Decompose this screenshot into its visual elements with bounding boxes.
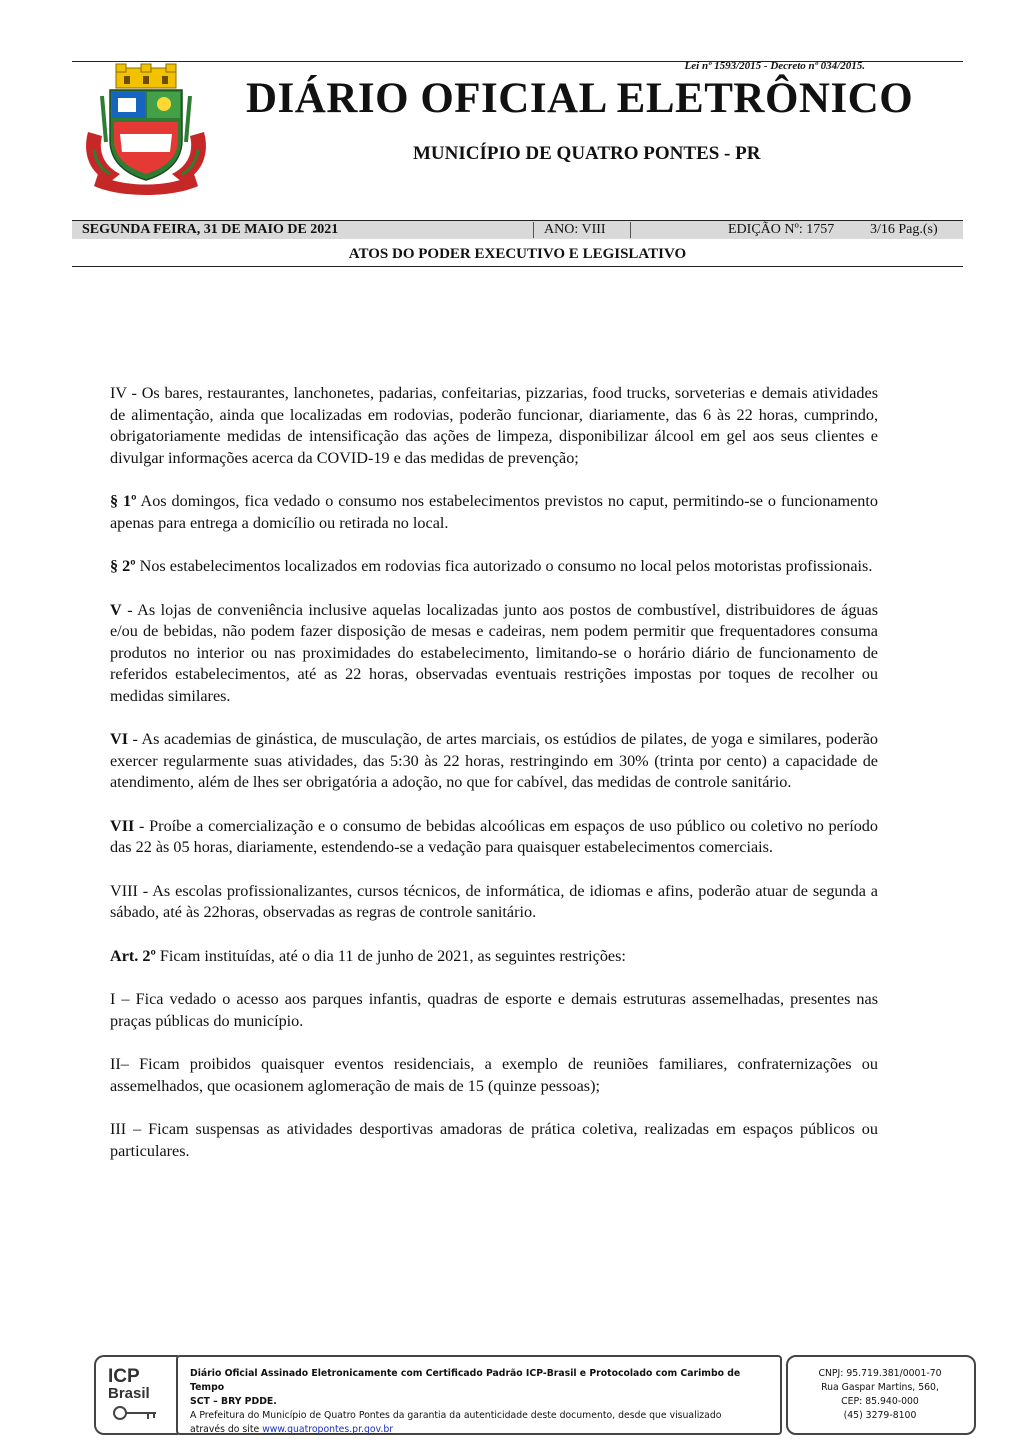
paragraph [110, 729, 878, 794]
authenticity-line [190, 1423, 770, 1437]
paragraph-text: - Proíbe a comercialização e o consumo de bebidas alcoólicas em espaços de uso público ou coletivo no período das 22 às 05 horas, diariamente, estendendo-se a vedação para quaisquer estabelecimentos comerciais. [110, 816, 878, 856]
paragraph [110, 946, 878, 968]
icp-logo-line: Brasil [108, 1385, 150, 1402]
paragraph [110, 491, 878, 534]
postal-code: CEP: 85.940-000 [841, 1396, 919, 1407]
paragraph-lead: § 2º [110, 557, 136, 575]
paragraph-text: Aos domingos, fica vedado o consumo nos estabelecimentos previstos no caput, permitindo-se o funcionamento apenas para entrega a domicílio ou retirada no local. [110, 492, 878, 532]
paragraph-lead: VI [110, 730, 128, 748]
municipality-subtitle: MUNICÍPIO DE QUATRO PONTES - PR [413, 143, 761, 164]
paragraph-text: VIII - As escolas profissionalizantes, cursos técnicos, de informática, de idiomas e afins, poderão atuar de segunda a sábado, até às 22horas, observadas as regras de controle sanitário. [110, 881, 878, 921]
paragraph-lead: § 1º [110, 492, 137, 510]
paragraph [110, 1119, 878, 1162]
signature-notice [190, 1367, 770, 1437]
contact-info [790, 1367, 970, 1423]
paragraph-text: - As lojas de conveniência inclusive aquelas localizadas junto aos postos de combustível, distribuidores de águas e/ou de bebidas, não podem fazer disposição de mesas e cadeiras, nem podem permitir que frequentadores consuma produtos no interior ou nas proximidades do estabelecimento, limitando-se o horário diário de funcionamento de referidos estabelecimentos, até as 22 horas, observadas eventuais restrições impostas por toques de recolher ou medidas similares. [110, 600, 878, 705]
issue-info-bar [72, 220, 963, 239]
key-icon [112, 1404, 160, 1422]
law-reference: Lei nº 1593/2015 - Decreto nº 034/2015. [684, 60, 865, 72]
section-rule [72, 266, 963, 267]
issue-year: ANO: VIII [544, 222, 606, 237]
authenticity-prefix: através do site [190, 1424, 263, 1435]
newspaper-title: DIÁRIO OFICIAL ELETRÔNICO [246, 75, 914, 122]
page-count: 3/16 Pag.(s) [870, 222, 938, 237]
authenticity-line: A Prefeitura do Município de Quatro Pontes da garantia da autenticidade deste documento, desde que visualizado [190, 1410, 722, 1421]
paragraph [110, 816, 878, 859]
paragraph [110, 881, 878, 924]
cnpj: CNPJ: 95.719.381/0001-70 [818, 1368, 942, 1379]
issue-date: SEGUNDA FEIRA, 31 DE MAIO DE 2021 [82, 222, 339, 237]
signature-line: SCT – BRY PDDE. [190, 1396, 277, 1407]
paragraph-text: III – Ficam suspensas as atividades desportivas amadoras de prática coletiva, realizadas em espaços públicos ou particulares. [110, 1120, 878, 1160]
paragraph-text: Ficam instituídas, até o dia 11 de junho de 2021, as seguintes restrições: [155, 946, 626, 965]
divider [630, 222, 631, 238]
paragraph [110, 556, 878, 578]
paragraph [110, 1054, 878, 1097]
address: Rua Gaspar Martins, 560, [821, 1382, 939, 1393]
signature-line: Diário Oficial Assinado Eletronicamente com Certificado Padrão ICP-Brasil e Protocolado com Carimbo de Tempo [190, 1368, 741, 1393]
paragraph-text: Os bares, restaurantes, lanchonetes, padarias, confeitarias, pizzarias, food trucks, sorveterias e demais atividades de alimentação, ainda que localizadas em rodovias, poderão funcionar, diariamente, das 6 às 22 horas, cumprindo, obrigatoriamente medidas de intensificação das ações de limpeza, disponibilizar álcool em gel aos seus clientes e divulgar informações acerca da COVID-19 e das medidas de prevenção; [110, 384, 879, 467]
municipal-coat-of-arms-icon [80, 62, 212, 196]
icp-brasil-logo [108, 1368, 168, 1401]
paragraph-text: II– Ficam proibidos quaisquer eventos residenciais, a exemplo de reuniões familiares, confraternizações ou assemelhados, que ocasionem aglomeração de mais de 15 (quinze pessoas); [110, 1055, 878, 1095]
website-link[interactable]: www.quatropontes.pr.gov.br [262, 1424, 394, 1435]
icp-logo-line: ICP [108, 1366, 140, 1387]
paragraph-lead: IV - [110, 384, 137, 402]
paragraph-text: Nos estabelecimentos localizados em rodovias fica autorizado o consumo no local pelos motoristas profissionais. [135, 557, 873, 575]
paragraph-lead: VII [110, 816, 135, 835]
paragraph [110, 600, 878, 708]
paragraph-lead: Art. 2º [110, 946, 156, 965]
divider [533, 222, 534, 238]
paragraph-text: I – Fica vedado o acesso aos parques infantis, quadras de esporte e demais estruturas assemelhadas, presentes nas praças públicas do município. [110, 990, 878, 1030]
document-body [110, 383, 878, 1184]
paragraph-text: - As academias de ginástica, de musculação, de artes marciais, os estúdios de pilates, de yoga e similares, poderão exercer regularmente suas atividades, das 5:30 às 22 horas, restringindo em 30% (trinta por cento) a capacidade de atendimento, além de lhes ser obrigatória a adoção, no que for cabível, das medidas de controle sanitário. [110, 730, 878, 791]
paragraph [110, 989, 878, 1032]
issue-edition: EDIÇÃO Nº: 1757 [728, 222, 835, 237]
paragraph [110, 383, 878, 469]
section-title: ATOS DO PODER EXECUTIVO E LEGISLATIVO [348, 246, 687, 262]
phone-number: (45) 3279-8100 [843, 1410, 917, 1421]
paragraph-lead: V [110, 600, 122, 619]
